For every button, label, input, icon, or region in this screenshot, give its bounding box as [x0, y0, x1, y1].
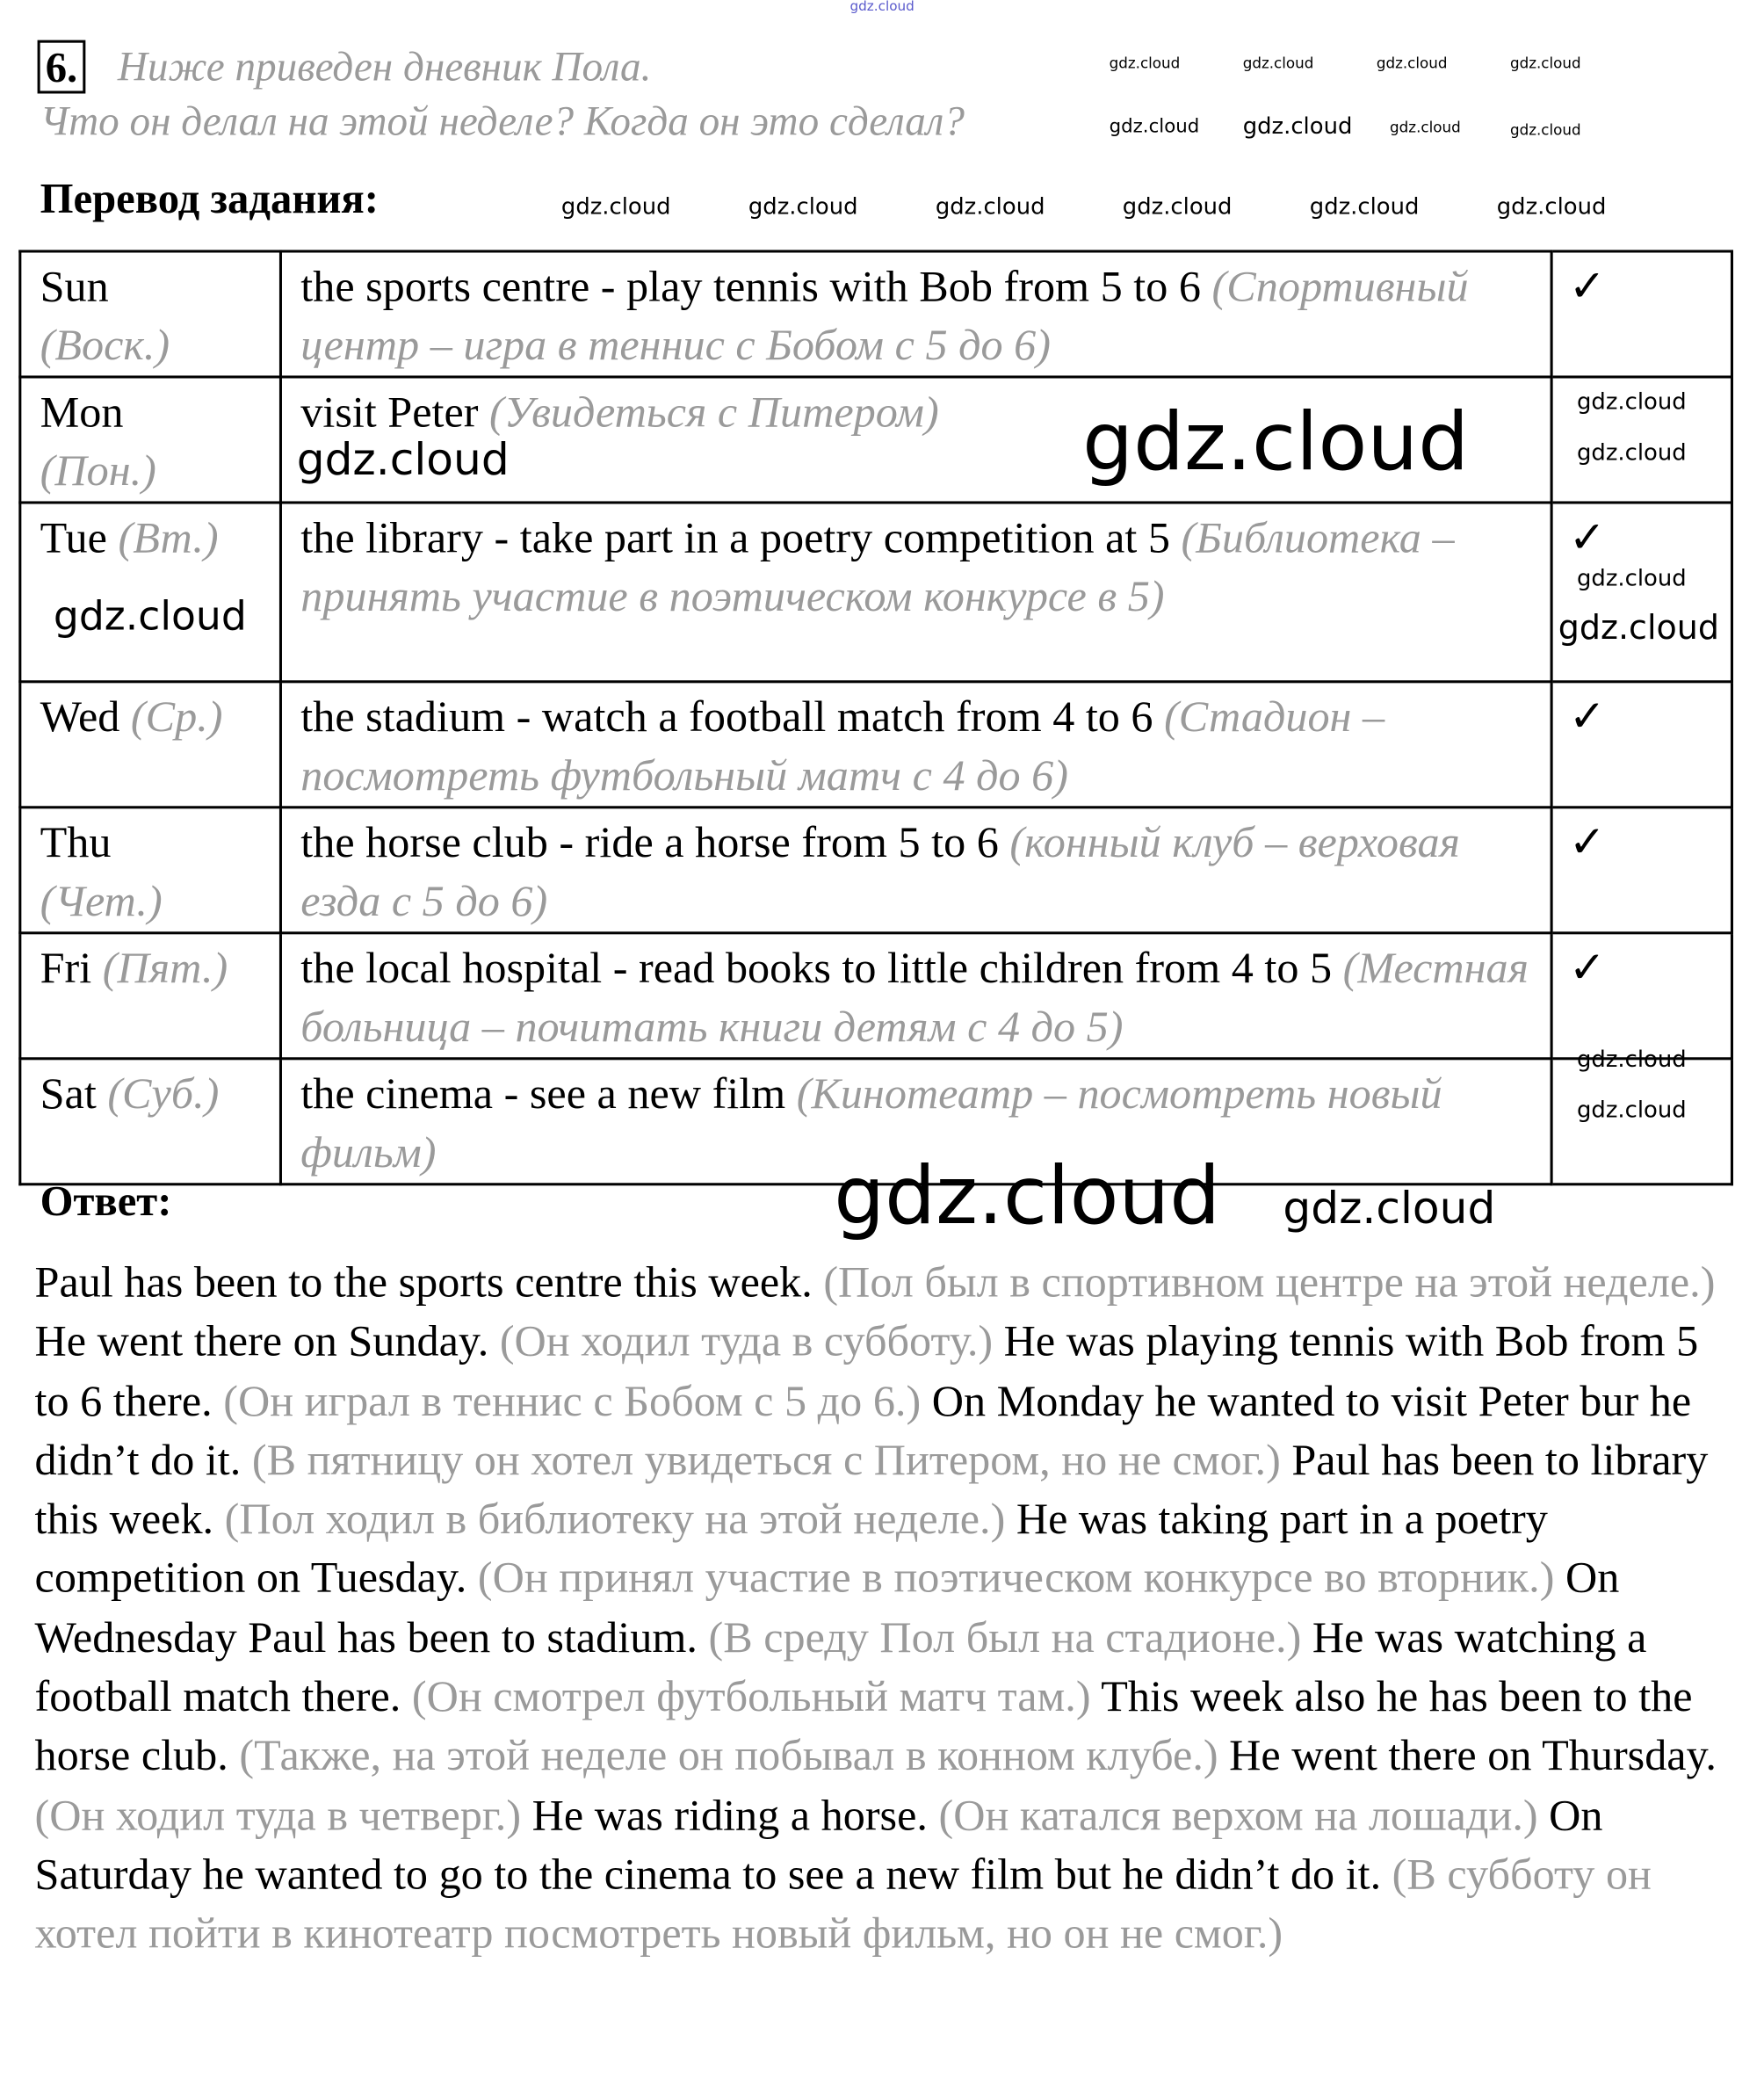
watermark: gdz.cloud: [1309, 193, 1420, 221]
watermark: gdz.cloud: [53, 593, 247, 641]
task-line-1: Ниже приведен дневник Пола.: [117, 42, 652, 90]
activity-ru: (конный клуб – верховая езда с 5 до 6): [300, 819, 1460, 927]
watermark: gdz.cloud: [1577, 388, 1687, 416]
top-watermark: gdz.cloud: [849, 0, 915, 15]
check-cell: [1551, 251, 1731, 377]
day-cell: [20, 503, 281, 682]
watermark: gdz.cloud: [1122, 193, 1233, 221]
activity: the local hospital - read books to little children from 4 to 5: [300, 945, 1333, 994]
watermark: gdz.cloud: [1242, 113, 1353, 141]
day-name-ru: (Суб.): [107, 1070, 220, 1119]
diary-row-wed: [20, 682, 1732, 808]
answer-sentence-en: On Wednesday Paul has been to stadium.: [34, 1554, 1620, 1663]
answer-sentence-ru: (Он ходил туда в четверг.): [34, 1792, 522, 1841]
activity-cell: [280, 933, 1551, 1059]
answer-sentence-ru: (Он ходил туда в субботу.): [499, 1318, 994, 1367]
checkmark-icon: ✓: [1568, 945, 1606, 994]
watermark: gdz.cloud: [1509, 121, 1581, 140]
answer-sentence-en: He went there on Thursday.: [1229, 1733, 1717, 1781]
answer-sentence-en: He went there on Sunday.: [34, 1318, 489, 1367]
check-cell: [1551, 682, 1731, 808]
watermark: gdz.cloud: [1577, 1097, 1687, 1125]
check-cell: [1551, 808, 1731, 933]
answer-sentence-en: Paul has been to the sports centre this week.: [34, 1258, 813, 1307]
activity: the stadium - watch a football match from 4 to 6: [300, 693, 1153, 742]
activity: the horse club - ride a horse from 5 to 6: [300, 819, 999, 868]
checkmark-icon: ✓: [1568, 693, 1606, 742]
day-name: Sat: [40, 1070, 97, 1119]
check-cell: [1551, 933, 1731, 1059]
activity-cell: [280, 503, 1551, 682]
activity-cell: [280, 808, 1551, 933]
day-name: Tue: [40, 514, 107, 563]
answer-sentence-ru: (В субботу он хотел пойти в кинотеатр посмотреть новый фильм, но он не смог.): [34, 1850, 1652, 1959]
answer-sentence-en: He was taking part in a poetry competition on Tuesday.: [34, 1496, 1548, 1604]
watermark: gdz.cloud: [1558, 608, 1720, 648]
day-name-ru: (Воск.): [40, 322, 170, 371]
answer-sentence-ru: (В среду Пол был на стадионе.): [708, 1614, 1302, 1663]
diary-row-sun: [20, 251, 1732, 377]
day-cell: [20, 251, 281, 377]
day-name: Thu: [40, 819, 112, 868]
answer-sentence-en: Paul has been to library this week.: [34, 1437, 1709, 1545]
watermark: gdz.cloud: [748, 193, 858, 221]
activity: the cinema - see a new film: [300, 1070, 786, 1119]
watermark: gdz.cloud: [1496, 193, 1607, 221]
answer-text: [35, 1254, 1739, 1965]
answer-sentence-en: This week also he has been to the horse club.: [34, 1673, 1693, 1781]
day-name-ru: (Чет.): [40, 878, 163, 927]
watermark: gdz.cloud: [1242, 54, 1314, 73]
day-name: Mon: [40, 388, 124, 438]
day-cell: [20, 377, 281, 503]
day-name-ru: (Пят.): [102, 945, 228, 994]
diary-table: [18, 250, 1733, 1185]
day-name-ru: (Вт.): [118, 514, 219, 563]
activity-ru: (Спортивный центр – игра в теннис с Бобом с 5 до 6): [300, 263, 1469, 371]
answer-sentence-en: He was playing tennis with Bob from 5 to 6 there.: [34, 1318, 1699, 1426]
day-name: Wed: [40, 693, 120, 742]
answer-sentence-en: He was watching a football match there.: [34, 1614, 1647, 1722]
translation-heading: Перевод задания:: [40, 173, 379, 222]
watermark: gdz.cloud: [1577, 439, 1687, 467]
watermark: gdz.cloud: [1390, 119, 1461, 137]
watermark: gdz.cloud: [1577, 1046, 1687, 1074]
activity-ru: (Стадион – посмотреть футбольный матч с 4 до 6): [300, 693, 1385, 801]
watermark: gdz.cloud: [834, 1149, 1221, 1243]
day-name-ru: (Ср.): [130, 693, 223, 742]
task-line-2: Что он делал на этой неделе? Когда он это сделал?: [40, 98, 965, 145]
watermark: gdz.cloud: [560, 193, 671, 221]
watermark: gdz.cloud: [1109, 54, 1181, 73]
answer-sentence-ru: (В пятницу он хотел увидеться с Питером, но не смог.): [251, 1437, 1281, 1485]
day-name-ru: (Пон.): [40, 447, 156, 496]
day-cell: [20, 933, 281, 1059]
answer-sentence-en: On Saturday he wanted to go to the cinema to see a new film but he didn’t do it.: [34, 1792, 1603, 1900]
answer-sentence-en: On Monday he wanted to visit Peter bur he didn’t do it.: [34, 1377, 1692, 1485]
day-cell: [20, 808, 281, 933]
activity: the sports centre - play tennis with Bob from 5 to 6: [300, 263, 1202, 312]
day-cell: [20, 682, 281, 808]
activity-ru: (Местная больница – почитать книги детям с 4 до 5): [300, 945, 1529, 1053]
answer-sentence-ru: (Он катался верхом на лошади.): [938, 1792, 1538, 1841]
answer-sentence-en: He was riding a horse.: [531, 1792, 928, 1841]
activity: visit Peter: [300, 388, 479, 438]
watermark: gdz.cloud: [1109, 116, 1200, 138]
watermark: gdz.cloud: [1283, 1181, 1496, 1235]
diary-row-mon: [20, 377, 1732, 503]
diary-row-tue: [20, 503, 1732, 682]
activity-ru: (Увидеться с Питером): [488, 388, 939, 438]
checkmark-icon: ✓: [1568, 514, 1606, 563]
answer-label: Ответ:: [40, 1176, 172, 1225]
day-name: Sun: [40, 263, 109, 312]
activity-cell: [280, 682, 1551, 808]
checkmark-icon: ✓: [1568, 819, 1606, 868]
watermark: gdz.cloud: [935, 193, 1045, 221]
day-cell: [20, 1059, 281, 1184]
watermark: gdz.cloud: [1376, 54, 1448, 73]
answer-sentence-ru: (Он играл в теннис с Бобом с 5 до 6.): [223, 1377, 922, 1426]
watermark: gdz.cloud: [1082, 395, 1470, 489]
answer-sentence-ru: (Он принял участие в поэтическом конкурсе во вторник.): [477, 1554, 1555, 1604]
diary-row-thu: [20, 808, 1732, 933]
checkmark-icon: ✓: [1568, 263, 1606, 312]
watermark: gdz.cloud: [1509, 54, 1581, 73]
activity-cell: [280, 251, 1551, 377]
diary-row-fri: [20, 933, 1732, 1059]
answer-sentence-ru: (Пол ходил в библиотеку на этой неделе.): [224, 1496, 1006, 1545]
answer-sentence-ru: (Пол был в спортивном центре на этой неделе.): [823, 1258, 1716, 1307]
answer-sentence-ru: (Также, на этой неделе он побывал в конном клубе.): [239, 1733, 1218, 1781]
answer-sentence-ru: (Он смотрел футбольный матч там.): [411, 1673, 1091, 1722]
watermark: gdz.cloud: [296, 432, 510, 486]
task-number: 6.: [38, 40, 86, 94]
activity-ru: (Библиотека – принять участие в поэтическом конкурсе в 5): [300, 514, 1455, 622]
activity: the library - take part in a poetry competition at 5: [300, 514, 1170, 563]
activity-ru: (Кинотеатр – посмотреть новый фильм): [300, 1070, 1442, 1178]
watermark: gdz.cloud: [1577, 565, 1687, 592]
day-name: Fri: [40, 945, 92, 994]
